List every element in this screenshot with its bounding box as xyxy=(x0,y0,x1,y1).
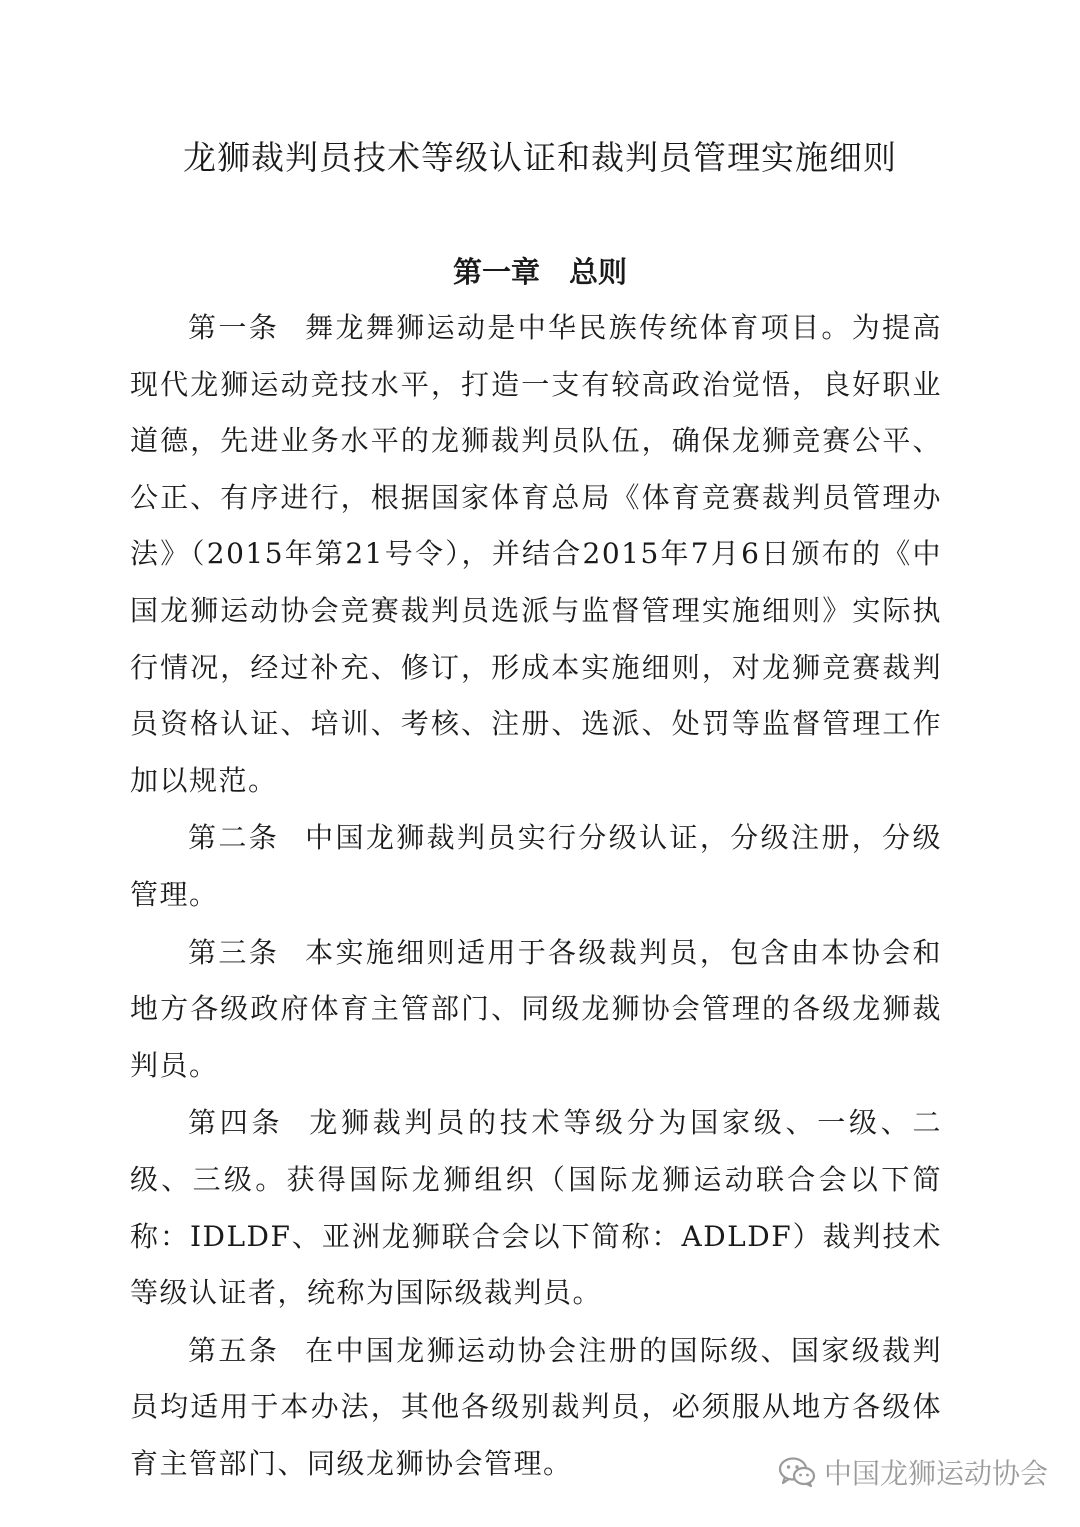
article-4 xyxy=(130,1095,942,1321)
article-text: 龙狮裁判员的技术等级分为国家级、一级、二级、三级。获得国际龙狮组织（国际龙狮运动联合会以下简称：IDLDF、亚洲龙狮联合会以下简称：ADLDF）裁判技术等级认证者，统称为国际级裁判员。 xyxy=(130,1106,942,1310)
article-label: 第一条 xyxy=(188,311,280,344)
article-3 xyxy=(130,925,942,1095)
watermark xyxy=(778,1452,1048,1492)
article-label: 第四条 xyxy=(188,1106,284,1140)
article-1 xyxy=(130,300,942,809)
article-label: 第五条 xyxy=(188,1333,280,1367)
article-label: 第二条 xyxy=(188,821,280,855)
article-text: 舞龙舞狮运动是中华民族传统体育项目。为提高现代龙狮运动竞技水平，打造一支有较高政治觉悟，良好职业道德，先进业务水平的龙狮裁判员队伍，确保龙狮竞赛公平、公正、有序进行，根据国家体育总局《体育竞赛裁判员管理办法》（2015年第21号令），并结合2015年7月6日颁布的《中国龙狮运动协会竞赛裁判员选派与监督管理实施细则》实际执行情况，经过补充、修订，形成本实施细则，对龙狮竞赛裁判员资格认证、培训、考核、注册、选派、处罚等监督管理工作加以规范。 xyxy=(130,311,942,797)
article-text: 本实施细则适用于各级裁判员，包含由本协会和地方各级政府体育主管部门、同级龙狮协会管理的各级龙狮裁判员。 xyxy=(130,935,942,1082)
document-body xyxy=(130,300,942,1492)
watermark-text: 中国龙狮运动协会 xyxy=(823,1457,1048,1490)
article-text: 中国龙狮裁判员实行分级认证，分级注册，分级管理。 xyxy=(130,821,942,911)
wechat-icon xyxy=(778,1456,816,1488)
document-title: 龙狮裁判员技术等级认证和裁判员管理实施细则 xyxy=(183,138,897,177)
article-text: 在中国龙狮运动协会注册的国际级、国家级裁判员均适用于本办法，其他各级别裁判员，必须服从地方各级体育主管部门、同级龙狮协会管理。 xyxy=(130,1333,942,1480)
chapter-heading: 第一章 总则 xyxy=(452,255,627,289)
article-2 xyxy=(130,810,942,923)
article-label: 第三条 xyxy=(188,935,280,969)
